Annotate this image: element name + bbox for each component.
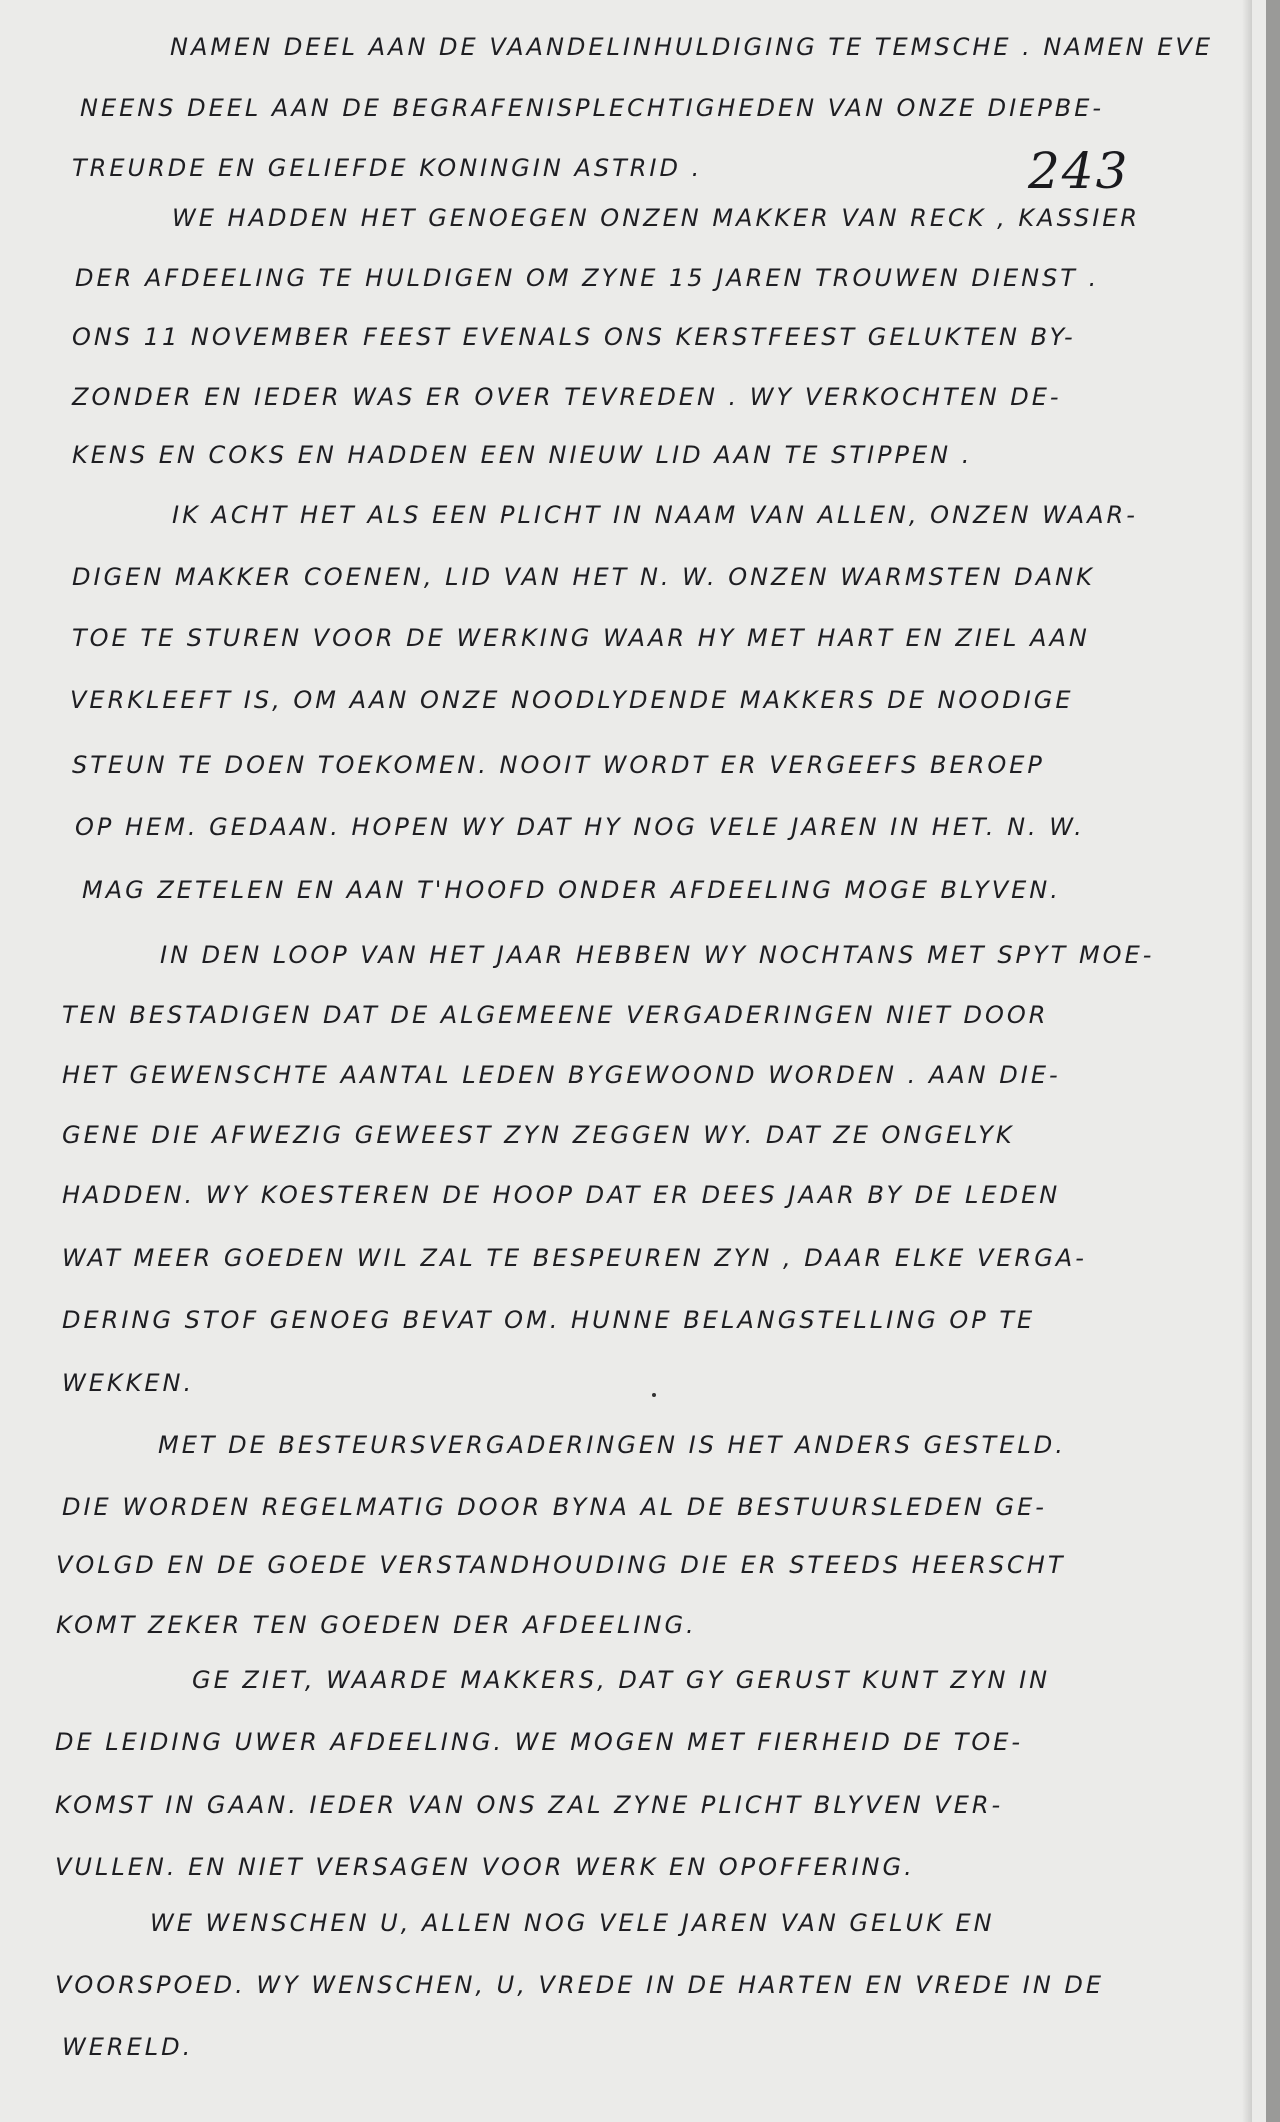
text-line: MET DE BESTEURSVERGADERINGEN IS HET ANDERS GESTELD.: [158, 1431, 1066, 1459]
text-line: NAMEN DEEL AAN DE VAANDELINHULDIGING TE TEMSCHE . NAMEN EVE: [170, 33, 1213, 61]
text-line: TEN BESTADIGEN DAT DE ALGEMEENE VERGADERINGEN NIET DOOR: [62, 1001, 1049, 1029]
text-line: STEUN TE DOEN TOEKOMEN. NOOIT WORDT ER VERGEEFS BEROEP: [72, 751, 1045, 779]
text-line: DIE WORDEN REGELMATIG DOOR BYNA AL DE BESTUURSLEDEN GE-: [62, 1493, 1047, 1521]
text-line: VOLGD EN DE GOEDE VERSTANDHOUDING DIE ER STEEDS HEERSCHT: [56, 1551, 1066, 1579]
text-line: VULLEN. EN NIET VERSAGEN VOOR WERK EN OPOFFERING.: [55, 1853, 915, 1881]
text-line: HADDEN. WY KOESTEREN DE HOOP DAT ER DEES JAAR BY DE LEDEN: [62, 1181, 1061, 1209]
text-line: HET GEWENSCHTE AANTAL LEDEN BYGEWOOND WORDEN . AAN DIE-: [62, 1061, 1061, 1089]
text-line: DE LEIDING UWER AFDEELING. WE MOGEN MET FIERHEID DE TOE-: [55, 1728, 1024, 1756]
text-line: WAT MEER GOEDEN WIL ZAL TE BESPEUREN ZYN , DAAR ELKE VERGA-: [62, 1244, 1087, 1272]
text-line: VERKLEEFT IS, OM AAN ONZE NOODLYDENDE MAKKERS DE NOODIGE: [70, 686, 1074, 714]
text-line: IK ACHT HET ALS EEN PLICHT IN NAAM VAN ALLEN, ONZEN WAAR-: [172, 501, 1138, 529]
page-number: 243: [1028, 142, 1130, 200]
text-line: DER AFDEELING TE HULDIGEN OM ZYNE 15 JAREN TROUWEN DIENST .: [75, 264, 1100, 292]
text-line: GENE DIE AFWEZIG GEWEEST ZYN ZEGGEN WY. DAT ZE ONGELYK: [62, 1121, 1015, 1149]
text-line: ZONDER EN IEDER WAS ER OVER TEVREDEN . WY VERKOCHTEN DE-: [72, 383, 1062, 411]
text-line: KENS EN COKS EN HADDEN EEN NIEUW LID AAN TE STIPPEN .: [72, 441, 973, 469]
text-line: TREURDE EN GELIEFDE KONINGIN ASTRID .: [72, 154, 703, 182]
text-line: WE WENSCHEN U, ALLEN NOG VELE JAREN VAN GELUK EN: [150, 1909, 995, 1937]
text-line: WE HADDEN HET GENOEGEN ONZEN MAKKER VAN RECK , KASSIER: [172, 204, 1141, 232]
text-line: WEKKEN.: [62, 1369, 195, 1397]
text-line: KOMST IN GAAN. IEDER VAN ONS ZAL ZYNE PLICHT BLYVEN VER-: [55, 1791, 1004, 1819]
text-line: VOORSPOED. WY WENSCHEN, U, VREDE IN DE HARTEN EN VREDE IN DE: [55, 1971, 1105, 1999]
text-line: DIGEN MAKKER COENEN, LID VAN HET N. W. ONZEN WARMSTEN DANK: [72, 563, 1095, 591]
text-line: IN DEN LOOP VAN HET JAAR HEBBEN WY NOCHTANS MET SPYT MOE-: [160, 941, 1155, 969]
text-line: OP HEM. GEDAAN. HOPEN WY DAT HY NOG VELE JAREN IN HET. N. W.: [75, 813, 1085, 841]
text-line: TOE TE STUREN VOOR DE WERKING WAAR HY MET HART EN ZIEL AAN: [72, 624, 1090, 652]
text-line: MAG ZETELEN EN AAN T'HOOFD ONDER AFDEELING MOGE BLYVEN.: [82, 876, 1061, 904]
text-line: WERELD.: [62, 2033, 194, 2061]
text-line: ONS 11 NOVEMBER FEEST EVENALS ONS KERSTFEEST GELUKTEN BY-: [72, 323, 1076, 351]
text-line: NEENS DEEL AAN DE BEGRAFENISPLECHTIGHEDEN VAN ONZE DIEPBE-: [80, 94, 1105, 122]
text-line: KOMT ZEKER TEN GOEDEN DER AFDEELING.: [56, 1611, 697, 1639]
page-edge-shadow: [1242, 0, 1252, 2122]
ink-dot: [652, 1393, 656, 1397]
text-line: GE ZIET, WAARDE MAKKERS, DAT GY GERUST KUNT ZYN IN: [192, 1666, 1051, 1694]
text-line: DERING STOF GENOEG BEVAT OM. HUNNE BELANGSTELLING OP TE: [62, 1306, 1036, 1334]
